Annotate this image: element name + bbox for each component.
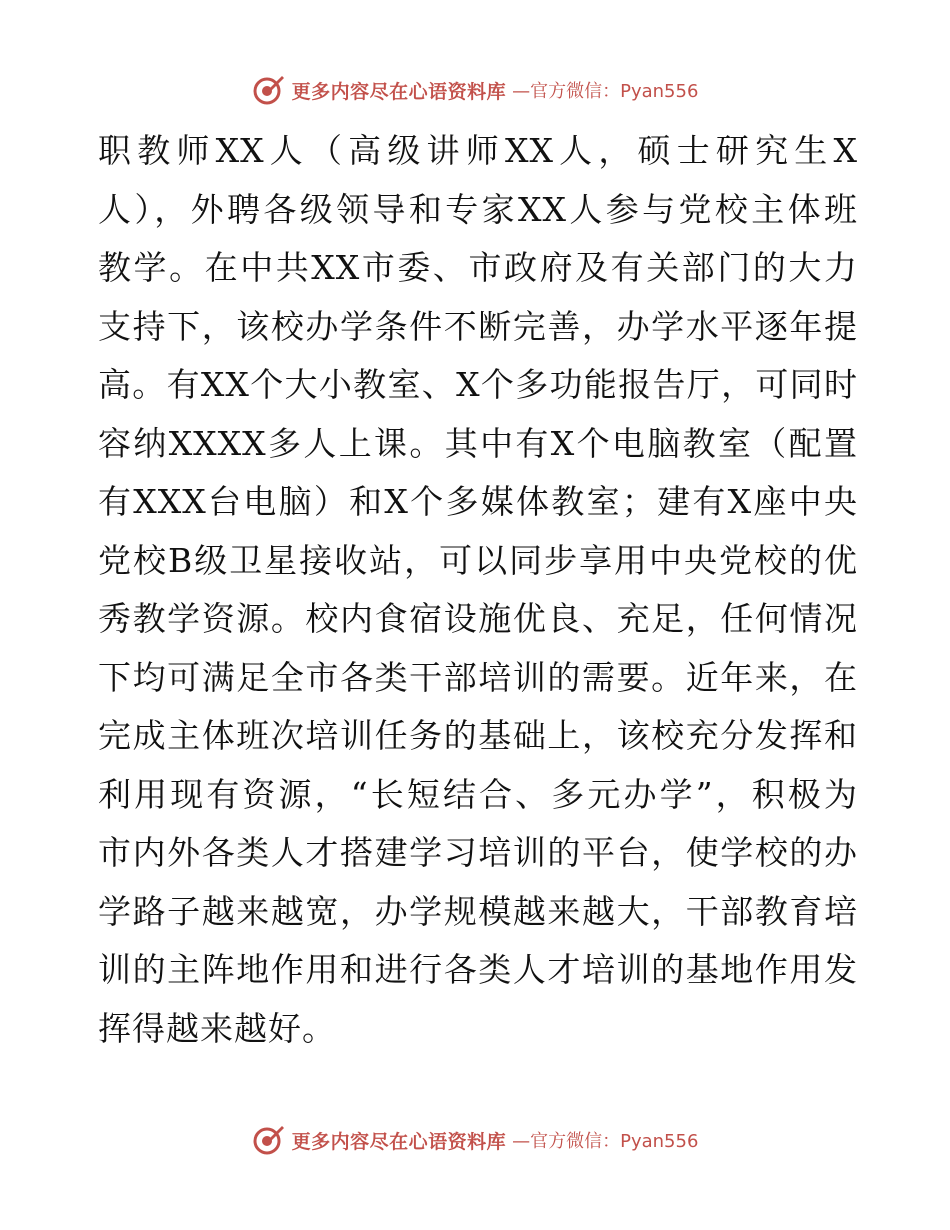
text-line: 秀教学资源。校内食宿设施优良、充足，任何情况 — [98, 599, 858, 638]
text-line: 容纳XXXX多人上课。其中有X个电脑教室（配置 — [98, 423, 858, 463]
text-line: 党校B级卫星接收站，可以同步享用中央党校的优 — [98, 540, 858, 580]
footer-contact-text: —官方微信：Pyan556 — [512, 1131, 699, 1152]
text-line: 学路子越来越宽，办学规模越来越大，干部教育培 — [98, 891, 858, 931]
footer-promo-text: 更多内容尽在心语资料库 — [291, 1130, 507, 1153]
text-line-last: 挥得越来越好。 — [98, 1008, 336, 1048]
text-line: 市内外各类人才搭建学习培训的平台，使学校的办 — [98, 833, 858, 872]
text-line: 人），外聘各级领导和专家XX人参与党校主体班 — [98, 189, 858, 229]
header-banner — [0, 70, 950, 110]
text-line: 教学。在中共XX市委、市政府及有关部门的大力 — [98, 248, 858, 287]
text-line: 完成主体班次培训任务的基础上，该校充分发挥和 — [98, 716, 858, 755]
header-contact-text: —官方微信：Pyan556 — [512, 81, 699, 102]
text-line: 训的主阵地作用和进行各类人才培训的基地作用发 — [98, 950, 858, 989]
footer-banner — [0, 1120, 950, 1160]
text-line: 利用现有资源，“长短结合、多元办学”，积极为 — [98, 774, 858, 814]
body-paragraph — [98, 122, 858, 1058]
logo-icon — [252, 1123, 286, 1157]
logo-icon — [252, 73, 286, 107]
header-promo-text: 更多内容尽在心语资料库 — [291, 80, 507, 103]
text-line: 下均可满足全市各类干部培训的需要。近年来，在 — [98, 657, 858, 697]
text-line: 职教师XX人（高级讲师XX人，硕士研究生X — [98, 131, 858, 170]
text-line: 有XXX台电脑）和X个多媒体教室；建有X座中央 — [98, 482, 858, 521]
text-line: 高。有XX个大小教室、X个多功能报告厅，可同时 — [98, 365, 858, 404]
text-line: 支持下，该校办学条件不断完善，办学水平逐年提 — [98, 306, 858, 346]
